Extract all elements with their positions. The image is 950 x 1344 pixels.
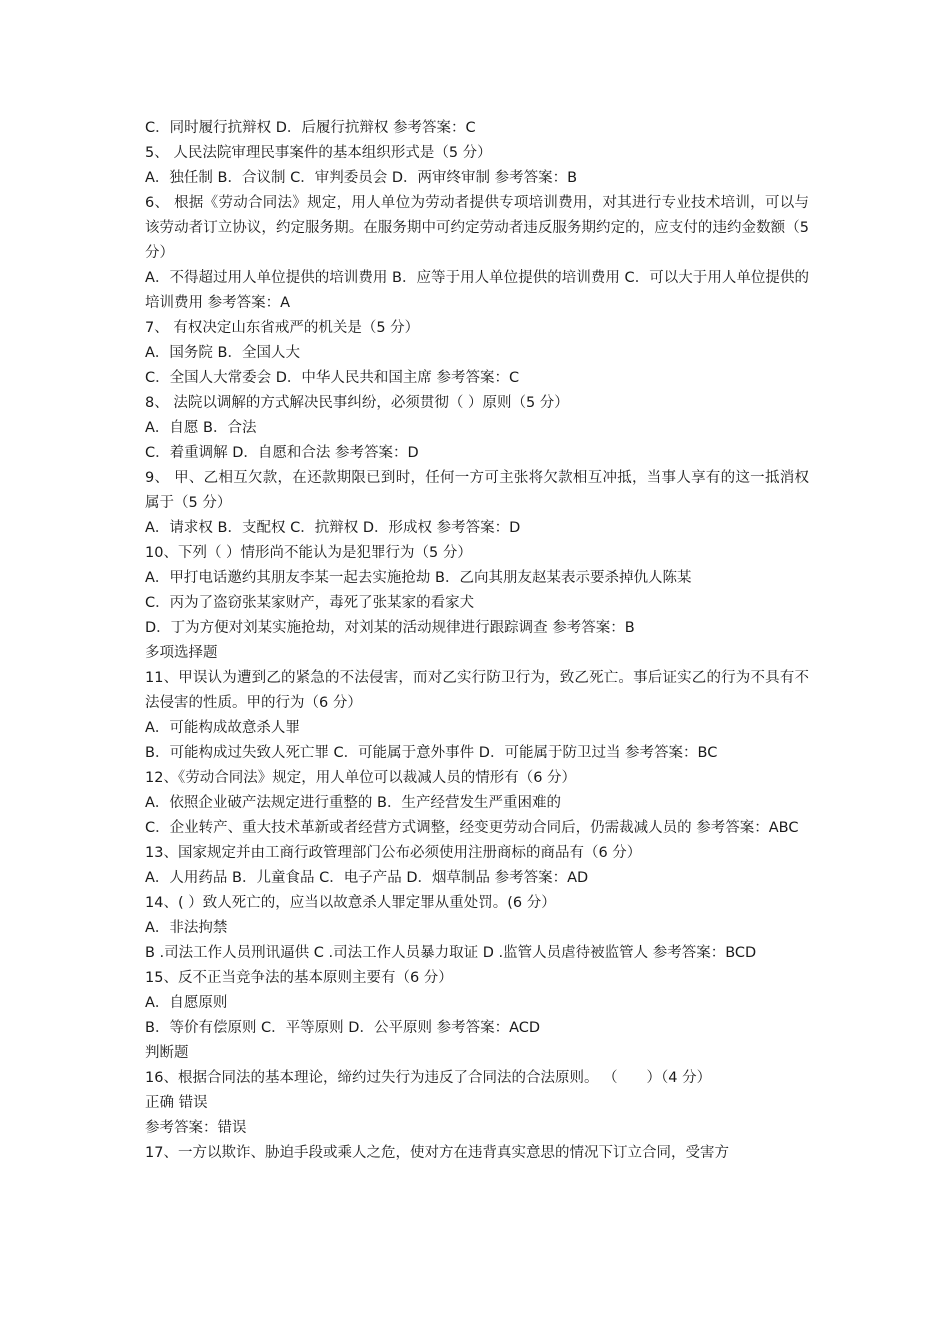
options-line: B．可能构成过失致人死亡罪 C．可能属于意外事件 D．可能属于防卫过当 参考答案：BC — [145, 745, 718, 761]
options-line: 正确 错误 — [145, 1095, 208, 1111]
question-7: 7、 有权决定山东省戒严的机关是（5 分） — [145, 320, 420, 336]
options-line: D．丁为方便对刘某实施抢劫，对刘某的活动规律进行跟踪调查 参考答案：B — [145, 620, 635, 636]
question-12: 12、《劳动合同法》规定，用人单位可以裁减人员的情形有（6 分） — [145, 770, 577, 786]
options-line: C．丙为了盗窃张某家财产，毒死了张某家的看家犬 — [145, 595, 475, 611]
question-5: 5、 人民法院审理民事案件的基本组织形式是（5 分） — [145, 145, 492, 161]
options-line: C．全国人大常委会 D．中华人民共和国主席 参考答案：C — [145, 370, 520, 386]
options-line: A．非法拘禁 — [145, 920, 228, 936]
options-line: B .司法工作人员刑讯逼供 C .司法工作人员暴力取证 D .监管人员虐待被监管人 参考答案：BCD — [145, 945, 757, 961]
question-10: 10、下列（ ）情形尚不能认为是犯罪行为（5 分） — [145, 545, 472, 561]
answer-line: 参考答案：错误 — [145, 1120, 247, 1136]
question-14: 14、( ）致人死亡的，应当以故意杀人罪定罪从重处罚。(6 分） — [145, 895, 556, 911]
question-9: 9、 甲、乙相互欠款，在还款期限已到时，任何一方可主张将欠款相互冲抵，当事人享有的这一抵消权属于（5 分） — [145, 470, 809, 511]
text-line: C．同时履行抗辩权 D．后履行抗辩权 参考答案：C — [145, 120, 476, 136]
options-line: A．可能构成故意杀人罪 — [145, 720, 300, 736]
question-8: 8、 法院以调解的方式解决民事纠纷，必须贯彻（ ）原则（5 分） — [145, 395, 569, 411]
options-line: A．独任制 B．合议制 C．审判委员会 D．两审终审制 参考答案：B — [145, 170, 578, 186]
options-line: A．自愿原则 — [145, 995, 228, 1011]
options-line: A．自愿 B．合法 — [145, 420, 257, 436]
options-line: C．企业转产、重大技术革新或者经营方式调整，经变更劳动合同后，仍需裁减人员的 参考答案：ABC — [145, 820, 799, 836]
question-6: 6、 根据《劳动合同法》规定，用人单位为劳动者提供专项培训费用，对其进行专业技术培训，可以与该劳动者订立协议，约定服务期。在服务期中可约定劳动者违反服务期约定的，应支付的违约金数额（5 分） — [145, 195, 809, 261]
question-16: 16、根据合同法的基本理论，缔约过失行为违反了合同法的合法原则。 （ ）（4 分） — [145, 1070, 712, 1086]
section-heading: 多项选择题 — [145, 645, 218, 661]
options-line: A．依照企业破产法规定进行重整的 B．生产经营发生严重困难的 — [145, 795, 561, 811]
question-15: 15、反不正当竞争法的基本原则主要有（6 分） — [145, 970, 453, 986]
options-line: A．人用药品 B．儿童食品 C．电子产品 D．烟草制品 参考答案：AD — [145, 870, 589, 886]
question-17: 17、一方以欺诈、胁迫手段或乘人之危，使对方在违背真实意思的情况下订立合同，受害方 — [145, 1145, 729, 1161]
options-line: A．不得超过用人单位提供的培训费用 B．应等于用人单位提供的培训费用 C．可以大于用人单位提供的培训费用 参考答案：A — [145, 270, 809, 311]
options-line: A．国务院 B．全国人大 — [145, 345, 300, 361]
options-line: C．着重调解 D．自愿和合法 参考答案：D — [145, 445, 419, 461]
question-13: 13、国家规定并由工商行政管理部门公布必须使用注册商标的商品有（6 分） — [145, 845, 642, 861]
document-page — [145, 116, 809, 1166]
options-line: B．等价有偿原则 C．平等原则 D．公平原则 参考答案：ACD — [145, 1020, 541, 1036]
options-line: A．请求权 B．支配权 C．抗辩权 D．形成权 参考答案：D — [145, 520, 521, 536]
section-heading: 判断题 — [145, 1045, 189, 1061]
question-11: 11、甲误认为遭到乙的紧急的不法侵害，而对乙实行防卫行为，致乙死亡。事后证实乙的行为不具有不法侵害的性质。甲的行为（6 分） — [145, 670, 809, 711]
options-line: A．甲打电话邀约其朋友李某一起去实施抢劫 B．乙向其朋友赵某表示要杀掉仇人陈某 — [145, 570, 692, 586]
